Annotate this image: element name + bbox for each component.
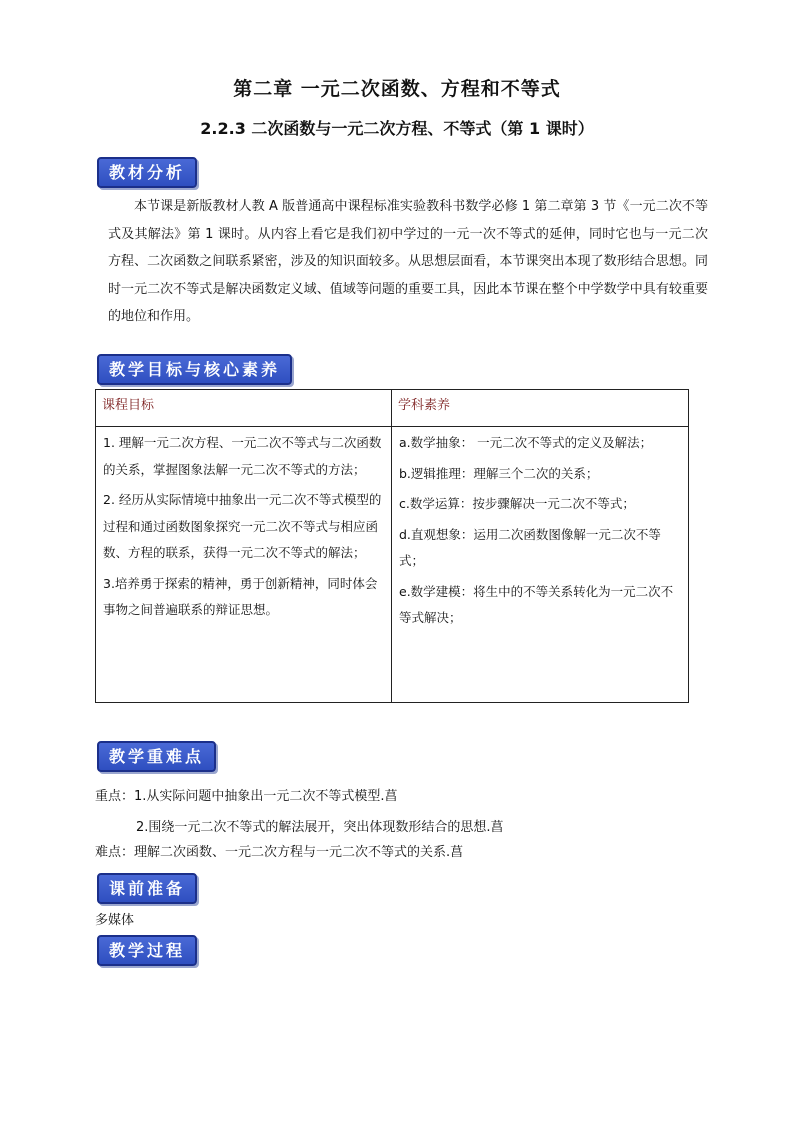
literacy-item: e.数学建模：将生中的不等关系转化为一元二次不等式解决； xyxy=(399,583,674,625)
table-header-row xyxy=(96,390,689,427)
process-banner: 教学过程 xyxy=(97,935,197,966)
preparation-banner: 课前准备 xyxy=(97,873,197,904)
literacy-item: a.数学抽象： 一元二次不等式的定义及解法； xyxy=(399,435,653,450)
literacy-item: b.逻辑推理：理解三个二次的关系； xyxy=(399,465,599,481)
goals-table xyxy=(95,389,689,703)
course-goals-cell xyxy=(96,427,392,703)
table-header-course-goals: 课程目标 xyxy=(96,390,392,427)
goal-item: 3.培养勇于探索的精神，勇于创新精神，同时体会事物之间普遍联系的辩证思想。 xyxy=(103,575,378,617)
literacy-item: d.直观想象：运用二次函数图像解一元二次不等式； xyxy=(399,526,661,568)
analysis-banner: 教材分析 xyxy=(97,157,197,188)
goal-item: 2. 经历从实际情境中抽象出一元二次不等式模型的过程和通过函数图象探究一元二次不等式与相应函数、方程的联系，获得一元二次不等式的解法； xyxy=(103,492,382,560)
difficulty-point: 难点：理解二次函数、一元二次方程与一元二次不等式的关系.菖 xyxy=(95,845,464,860)
literacy-item: c.数学运算：按步骤解决一元二次不等式； xyxy=(399,496,635,511)
analysis-paragraph: 本节课是新版教材人教 A 版普通高中课程标准实验教科书数学必修 1 第二章第 3 节《一元二次不等式及其解法》第 1 课时。从内容上看它是我们初中学过的一元一次不等式的延伸，同时它也与一元二次方程、二次函数之间联系紧密，涉及的知识面较多。从思想层面看，本节课突出本现了数形结合思想。同时一元二次不等式是解决函数定义域、值域等问题的重要工具，因此本节课在整个中学数学中具有较重要的地位和作用。 xyxy=(108,199,708,324)
keypoints-banner: 教学重难点 xyxy=(97,741,216,772)
key-point-2: 2.围绕一元二次不等式的解法展开，突出体现数形结合的思想.菖 xyxy=(136,820,504,835)
goal-item: 1. 理解一元二次方程、一元二次不等式与二次函数的关系，掌握图象法解一元二次不等式的方法； xyxy=(103,435,382,477)
literacy-cell xyxy=(392,427,689,703)
table-row xyxy=(96,427,689,703)
goals-banner: 教学目标与核心素养 xyxy=(97,354,292,385)
table-header-literacy: 学科素养 xyxy=(392,390,689,427)
chapter-title: 第二章 一元二次函数、方程和不等式 xyxy=(233,78,561,100)
key-point-1: 重点：1.从实际问题中抽象出一元二次不等式模型.菖 xyxy=(95,789,398,804)
section-title: 2.2.3 二次函数与一元二次方程、不等式（第 1 课时） xyxy=(200,119,594,138)
preparation-text: 多媒体 xyxy=(95,913,135,928)
